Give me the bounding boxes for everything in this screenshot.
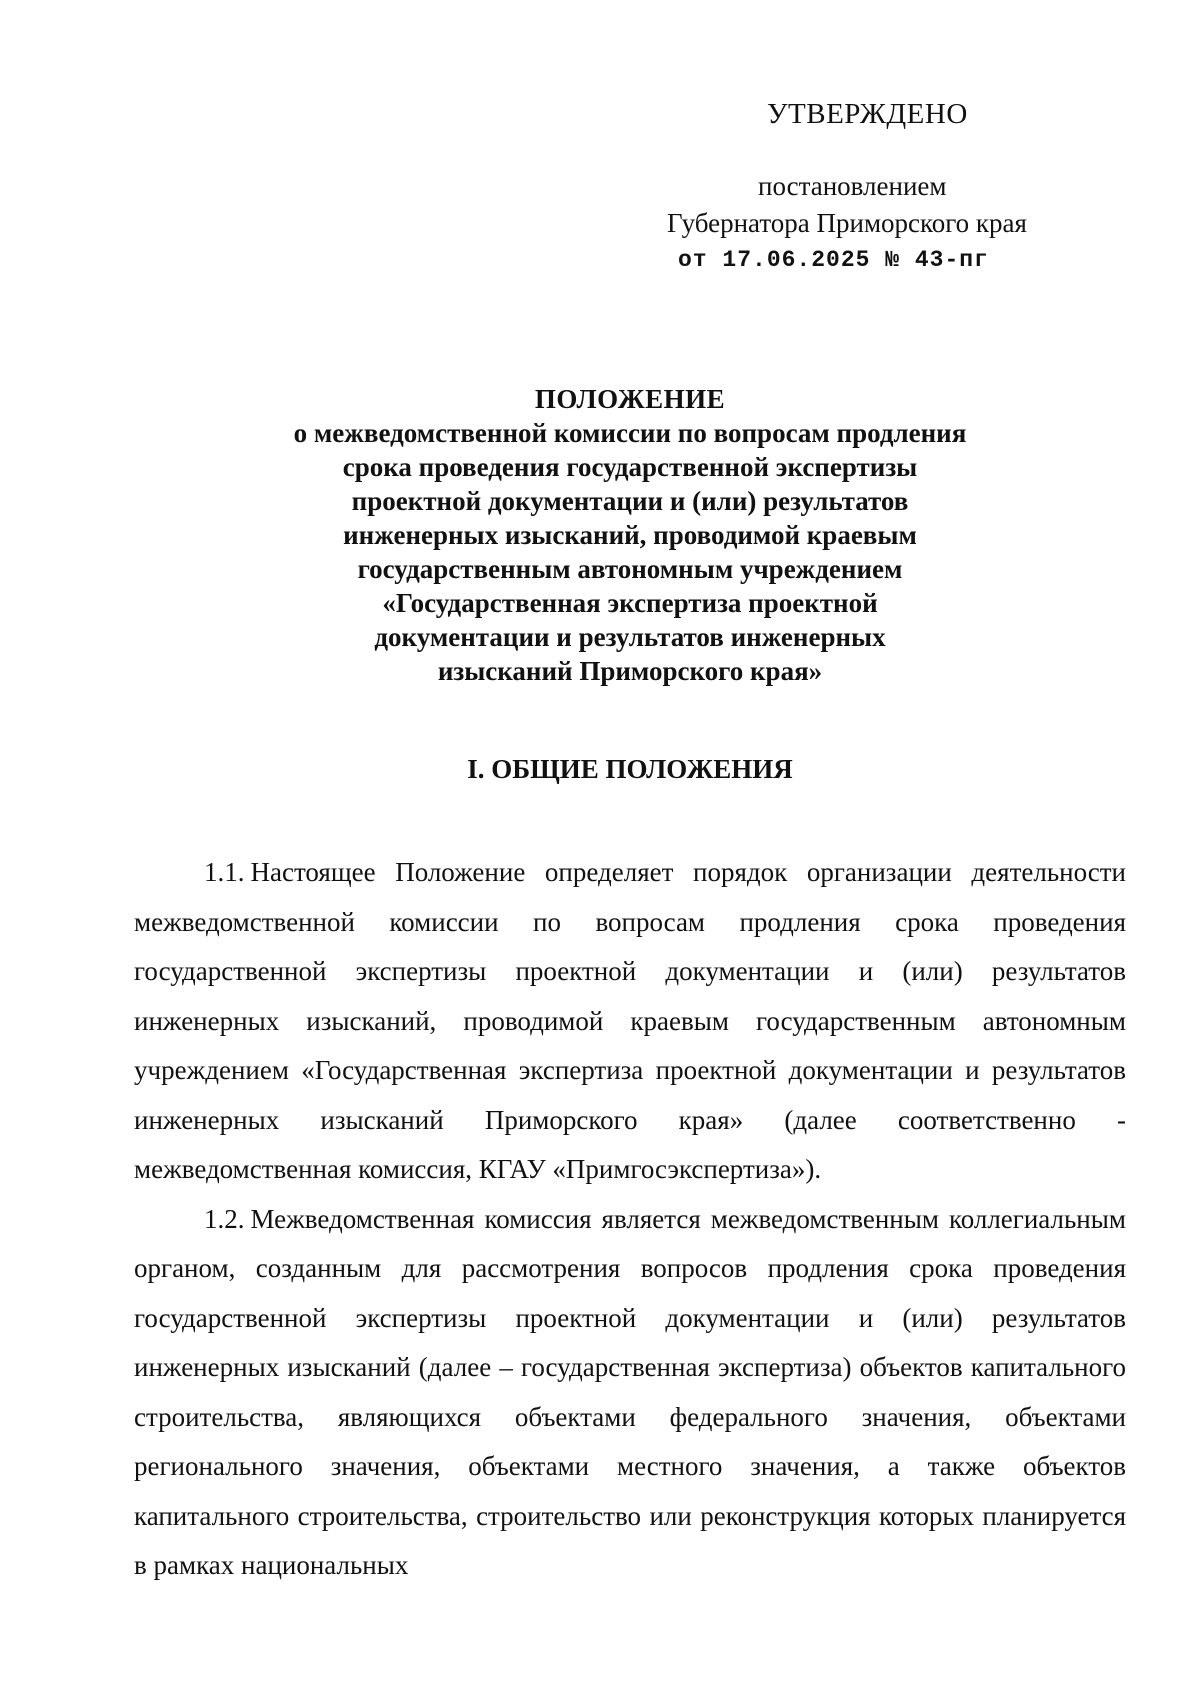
paragraph-text: Межведомственная комиссия является межведомственным коллегиальным органом, созданным для рассмотрения вопросов продления срока проведения государственной экспертизы проектной документации и (или) результатов инженерных изысканий (далее – государственная экспертиза) объектов капитального строительства, являющихся объектами федерального значения, объектами регионального значения, объектами местного значения, а также объектов капитального строительства, строительство или реконструкция которых планируется в рамках национальных [134,1203,1126,1580]
title-line: срока проведения государственной экспертизы [342,452,918,482]
title-line: инженерных изысканий, проводимой краевым [343,520,917,550]
paragraph-1-2 [134,1195,1126,1591]
paragraph-text: Настоящее Положение определяет порядок организации деятельности межведомственной комиссии по вопросам продления срока проведения государственной экспертизы проектной документации и (или) результатов инженерных изысканий, проводимой краевым государственным автономным учреждением «Государственная экспертиза проектной документации и результатов инженерных изысканий Приморского края» (далее соответственно - межведомственная комиссия, КГАУ «Примгосэкспертиза»). [134,857,1126,1184]
decree-date-number: от 17.06.2025 № 43-пг [678,247,989,273]
paragraph-number: 1.1. [204,857,245,887]
title-line: документации и результатов инженерных [374,622,886,652]
decree-label: постановлением [758,171,947,201]
document-title: ПОЛОЖЕНИЕ [534,384,726,414]
section-heading: I. ОБЩИЕ ПОЛОЖЕНИЯ [467,754,793,784]
approved-label: УТВЕРЖДЕНО [767,98,968,130]
issuer-label: Губернатора Приморского края [667,208,1027,238]
title-line: проектной документации и (или) результатов [351,486,909,516]
title-line: о межведомственной комиссии по вопросам продления [293,418,967,448]
approval-stamp [640,96,1080,279]
title-line: государственным автономным учреждением [357,554,903,584]
paragraph-number: 1.2. [204,1203,245,1234]
title-line: изысканий Приморского края» [437,656,823,686]
document-body [134,848,1126,1591]
document-title-block [150,382,1110,688]
title-line: «Государственная экспертиза проектной [382,588,878,618]
paragraph-1-1 [134,848,1126,1195]
